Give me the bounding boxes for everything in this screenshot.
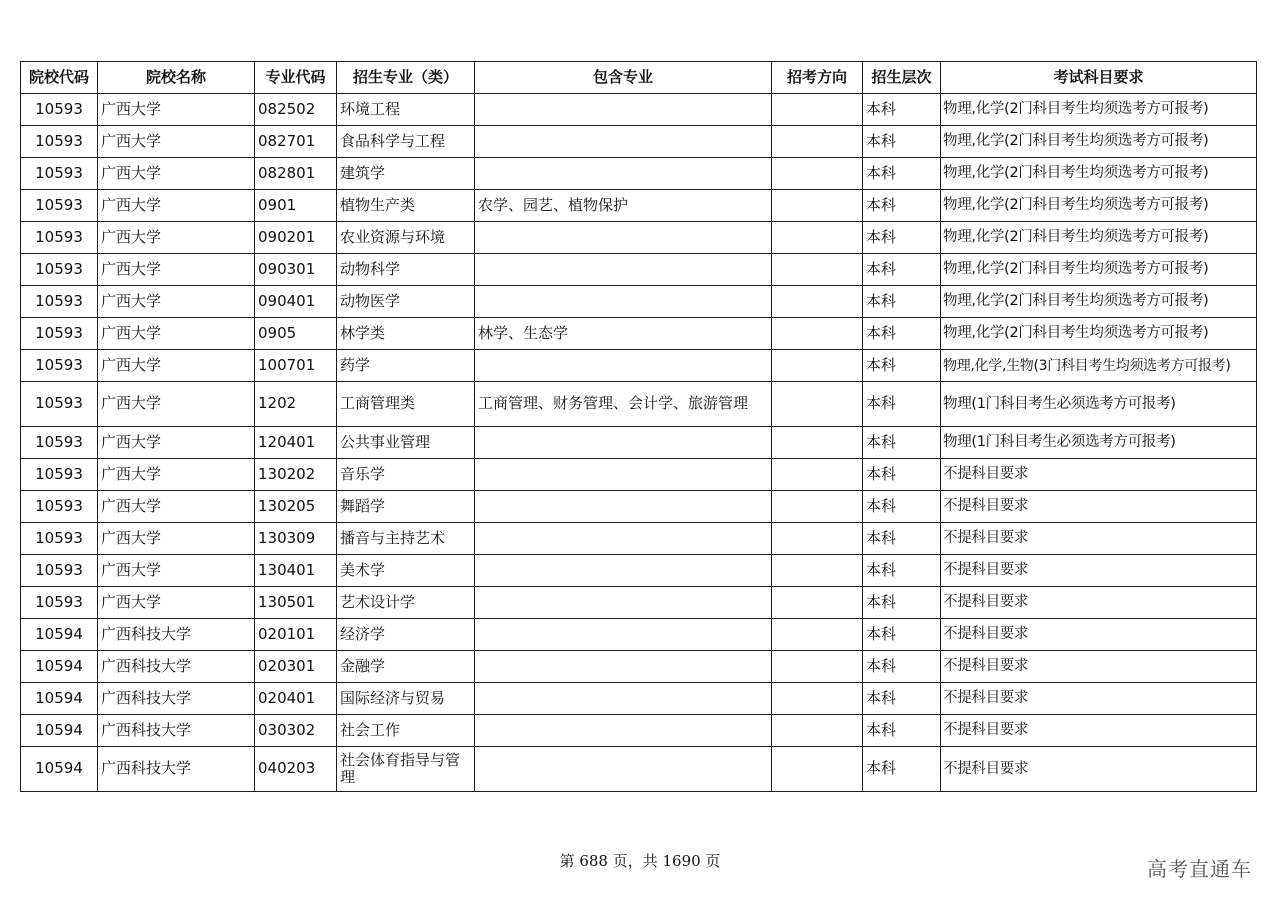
cell-school-name: 广西科技大学 [98, 651, 255, 683]
cell-level: 本科 [863, 158, 941, 190]
cell-major-code: 090401 [255, 286, 337, 318]
cell-major-code: 030302 [255, 715, 337, 747]
cell-major: 植物生产类 [337, 190, 475, 222]
cell-direction [772, 587, 863, 619]
cell-school-code: 10593 [21, 427, 98, 459]
cell-major-code: 020401 [255, 683, 337, 715]
cell-school-name: 广西科技大学 [98, 747, 255, 792]
cell-major: 经济学 [337, 619, 475, 651]
cell-level: 本科 [863, 94, 941, 126]
table-body [21, 94, 1257, 792]
cell-level: 本科 [863, 350, 941, 382]
cell-included-majors [475, 222, 772, 254]
header-direction: 招考方向 [772, 62, 863, 94]
cell-major: 食品科学与工程 [337, 126, 475, 158]
table-row [21, 222, 1257, 254]
cell-school-code: 10593 [21, 382, 98, 427]
cell-level: 本科 [863, 190, 941, 222]
cell-direction [772, 747, 863, 792]
cell-subject-requirements: 物理,化学(2门科目考生均须选考方可报考) [941, 190, 1257, 222]
cell-major-code: 0901 [255, 190, 337, 222]
cell-major: 建筑学 [337, 158, 475, 190]
cell-school-code: 10594 [21, 747, 98, 792]
cell-school-name: 广西大学 [98, 254, 255, 286]
cell-included-majors: 林学、生态学 [475, 318, 772, 350]
cell-level: 本科 [863, 619, 941, 651]
cell-subject-requirements: 不提科目要求 [941, 491, 1257, 523]
table-row [21, 459, 1257, 491]
cell-major-code: 130202 [255, 459, 337, 491]
cell-major-code: 130205 [255, 491, 337, 523]
cell-school-name: 广西大学 [98, 94, 255, 126]
cell-level: 本科 [863, 651, 941, 683]
cell-school-name: 广西科技大学 [98, 715, 255, 747]
cell-level: 本科 [863, 254, 941, 286]
table-row [21, 126, 1257, 158]
cell-included-majors [475, 587, 772, 619]
cell-school-code: 10594 [21, 619, 98, 651]
cell-major: 金融学 [337, 651, 475, 683]
cell-school-name: 广西科技大学 [98, 683, 255, 715]
cell-direction [772, 382, 863, 427]
table-header-row [21, 62, 1257, 94]
cell-level: 本科 [863, 587, 941, 619]
cell-direction [772, 94, 863, 126]
header-school-name: 院校名称 [98, 62, 255, 94]
cell-direction [772, 491, 863, 523]
cell-level: 本科 [863, 747, 941, 792]
cell-major-code: 082701 [255, 126, 337, 158]
cell-school-name: 广西大学 [98, 382, 255, 427]
cell-included-majors [475, 683, 772, 715]
cell-subject-requirements: 物理,化学(2门科目考生均须选考方可报考) [941, 318, 1257, 350]
cell-subject-requirements: 不提科目要求 [941, 715, 1257, 747]
cell-major-code: 090301 [255, 254, 337, 286]
cell-level: 本科 [863, 382, 941, 427]
cell-major-code: 040203 [255, 747, 337, 792]
cell-included-majors: 农学、园艺、植物保护 [475, 190, 772, 222]
cell-major-code: 100701 [255, 350, 337, 382]
cell-direction [772, 651, 863, 683]
cell-level: 本科 [863, 715, 941, 747]
cell-included-majors [475, 491, 772, 523]
cell-school-code: 10593 [21, 158, 98, 190]
cell-subject-requirements: 物理(1门科目考生必须选考方可报考) [941, 427, 1257, 459]
cell-level: 本科 [863, 427, 941, 459]
cell-school-name: 广西大学 [98, 286, 255, 318]
cell-subject-requirements: 物理,化学(2门科目考生均须选考方可报考) [941, 158, 1257, 190]
cell-major: 音乐学 [337, 459, 475, 491]
cell-included-majors [475, 254, 772, 286]
cell-school-code: 10593 [21, 254, 98, 286]
cell-major-code: 130501 [255, 587, 337, 619]
cell-school-code: 10593 [21, 222, 98, 254]
cell-level: 本科 [863, 222, 941, 254]
cell-major: 工商管理类 [337, 382, 475, 427]
cell-school-code: 10593 [21, 94, 98, 126]
table-row [21, 651, 1257, 683]
cell-major: 环境工程 [337, 94, 475, 126]
cell-direction [772, 318, 863, 350]
table-row [21, 94, 1257, 126]
table-row [21, 190, 1257, 222]
cell-major: 公共事业管理 [337, 427, 475, 459]
cell-level: 本科 [863, 523, 941, 555]
table-row [21, 555, 1257, 587]
table-row [21, 619, 1257, 651]
cell-school-code: 10593 [21, 286, 98, 318]
cell-included-majors [475, 747, 772, 792]
cell-subject-requirements: 不提科目要求 [941, 619, 1257, 651]
cell-school-code: 10593 [21, 190, 98, 222]
table-row [21, 254, 1257, 286]
cell-school-name: 广西大学 [98, 318, 255, 350]
cell-direction [772, 286, 863, 318]
cell-major: 社会工作 [337, 715, 475, 747]
cell-included-majors [475, 427, 772, 459]
cell-school-code: 10593 [21, 587, 98, 619]
cell-school-name: 广西大学 [98, 126, 255, 158]
cell-subject-requirements: 不提科目要求 [941, 459, 1257, 491]
cell-school-name: 广西大学 [98, 587, 255, 619]
cell-subject-requirements: 不提科目要求 [941, 747, 1257, 792]
cell-included-majors: 工商管理、财务管理、会计学、旅游管理 [475, 382, 772, 427]
cell-level: 本科 [863, 126, 941, 158]
header-major-code: 专业代码 [255, 62, 337, 94]
cell-subject-requirements: 不提科目要求 [941, 587, 1257, 619]
header-subject-requirements: 考试科目要求 [941, 62, 1257, 94]
cell-school-name: 广西大学 [98, 459, 255, 491]
cell-direction [772, 427, 863, 459]
cell-direction [772, 254, 863, 286]
table-row [21, 350, 1257, 382]
cell-level: 本科 [863, 555, 941, 587]
cell-school-code: 10593 [21, 491, 98, 523]
cell-included-majors [475, 715, 772, 747]
cell-included-majors [475, 158, 772, 190]
table-row [21, 587, 1257, 619]
cell-subject-requirements: 物理,化学(2门科目考生均须选考方可报考) [941, 222, 1257, 254]
table-row [21, 523, 1257, 555]
cell-direction [772, 222, 863, 254]
cell-included-majors [475, 286, 772, 318]
table-row [21, 491, 1257, 523]
cell-level: 本科 [863, 318, 941, 350]
cell-major-code: 082502 [255, 94, 337, 126]
cell-major-code: 130309 [255, 523, 337, 555]
cell-included-majors [475, 523, 772, 555]
cell-major: 农业资源与环境 [337, 222, 475, 254]
cell-school-code: 10593 [21, 523, 98, 555]
cell-major: 舞蹈学 [337, 491, 475, 523]
cell-school-name: 广西大学 [98, 427, 255, 459]
cell-level: 本科 [863, 491, 941, 523]
table-row [21, 715, 1257, 747]
cell-included-majors [475, 619, 772, 651]
cell-school-code: 10593 [21, 350, 98, 382]
cell-school-name: 广西大学 [98, 523, 255, 555]
cell-direction [772, 459, 863, 491]
cell-school-code: 10594 [21, 651, 98, 683]
cell-major-code: 020301 [255, 651, 337, 683]
cell-level: 本科 [863, 683, 941, 715]
cell-subject-requirements: 物理,化学(2门科目考生均须选考方可报考) [941, 286, 1257, 318]
cell-major: 艺术设计学 [337, 587, 475, 619]
cell-subject-requirements: 物理,化学,生物(3门科目考生均须选考方可报考) [941, 350, 1257, 382]
cell-included-majors [475, 350, 772, 382]
cell-major-code: 130401 [255, 555, 337, 587]
cell-major: 动物科学 [337, 254, 475, 286]
cell-subject-requirements: 物理,化学(2门科目考生均须选考方可报考) [941, 94, 1257, 126]
cell-major: 动物医学 [337, 286, 475, 318]
cell-major-code: 120401 [255, 427, 337, 459]
page-number: 第 688 页，共 1690 页 [559, 852, 721, 870]
cell-level: 本科 [863, 459, 941, 491]
admission-table [20, 61, 1257, 792]
cell-major: 国际经济与贸易 [337, 683, 475, 715]
cell-school-code: 10593 [21, 318, 98, 350]
cell-school-code: 10593 [21, 459, 98, 491]
cell-school-name: 广西科技大学 [98, 619, 255, 651]
header-level: 招生层次 [863, 62, 941, 94]
cell-subject-requirements: 不提科目要求 [941, 683, 1257, 715]
cell-direction [772, 619, 863, 651]
cell-direction [772, 158, 863, 190]
cell-direction [772, 555, 863, 587]
table-row [21, 683, 1257, 715]
cell-school-name: 广西大学 [98, 222, 255, 254]
cell-level: 本科 [863, 286, 941, 318]
cell-direction [772, 350, 863, 382]
cell-subject-requirements: 物理,化学(2门科目考生均须选考方可报考) [941, 254, 1257, 286]
cell-subject-requirements: 物理,化学(2门科目考生均须选考方可报考) [941, 126, 1257, 158]
cell-subject-requirements: 不提科目要求 [941, 523, 1257, 555]
header-major: 招生专业（类） [337, 62, 475, 94]
cell-major-code: 090201 [255, 222, 337, 254]
watermark-text: 高考直通车 [1147, 857, 1252, 881]
cell-school-name: 广西大学 [98, 491, 255, 523]
cell-included-majors [475, 459, 772, 491]
cell-subject-requirements: 物理(1门科目考生必须选考方可报考) [941, 382, 1257, 427]
cell-school-name: 广西大学 [98, 350, 255, 382]
cell-major-code: 0905 [255, 318, 337, 350]
cell-major-code: 020101 [255, 619, 337, 651]
cell-direction [772, 523, 863, 555]
table-row [21, 318, 1257, 350]
cell-major: 社会体育指导与管理 [337, 747, 475, 792]
cell-school-code: 10594 [21, 715, 98, 747]
cell-major-code: 082801 [255, 158, 337, 190]
cell-direction [772, 715, 863, 747]
table-row [21, 158, 1257, 190]
cell-included-majors [475, 555, 772, 587]
header-school-code: 院校代码 [21, 62, 98, 94]
cell-school-name: 广西大学 [98, 190, 255, 222]
cell-school-name: 广西大学 [98, 555, 255, 587]
cell-school-code: 10593 [21, 555, 98, 587]
cell-major: 药学 [337, 350, 475, 382]
cell-included-majors [475, 651, 772, 683]
table-row [21, 747, 1257, 792]
table-row [21, 286, 1257, 318]
cell-included-majors [475, 94, 772, 126]
cell-subject-requirements: 不提科目要求 [941, 555, 1257, 587]
cell-major: 播音与主持艺术 [337, 523, 475, 555]
table-row [21, 382, 1257, 427]
cell-major-code: 1202 [255, 382, 337, 427]
cell-subject-requirements: 不提科目要求 [941, 651, 1257, 683]
header-included-majors: 包含专业 [475, 62, 772, 94]
table-row [21, 427, 1257, 459]
cell-school-code: 10593 [21, 126, 98, 158]
cell-major: 美术学 [337, 555, 475, 587]
cell-included-majors [475, 126, 772, 158]
cell-school-name: 广西大学 [98, 158, 255, 190]
cell-direction [772, 126, 863, 158]
cell-direction [772, 190, 863, 222]
cell-major: 林学类 [337, 318, 475, 350]
cell-direction [772, 683, 863, 715]
cell-school-code: 10594 [21, 683, 98, 715]
